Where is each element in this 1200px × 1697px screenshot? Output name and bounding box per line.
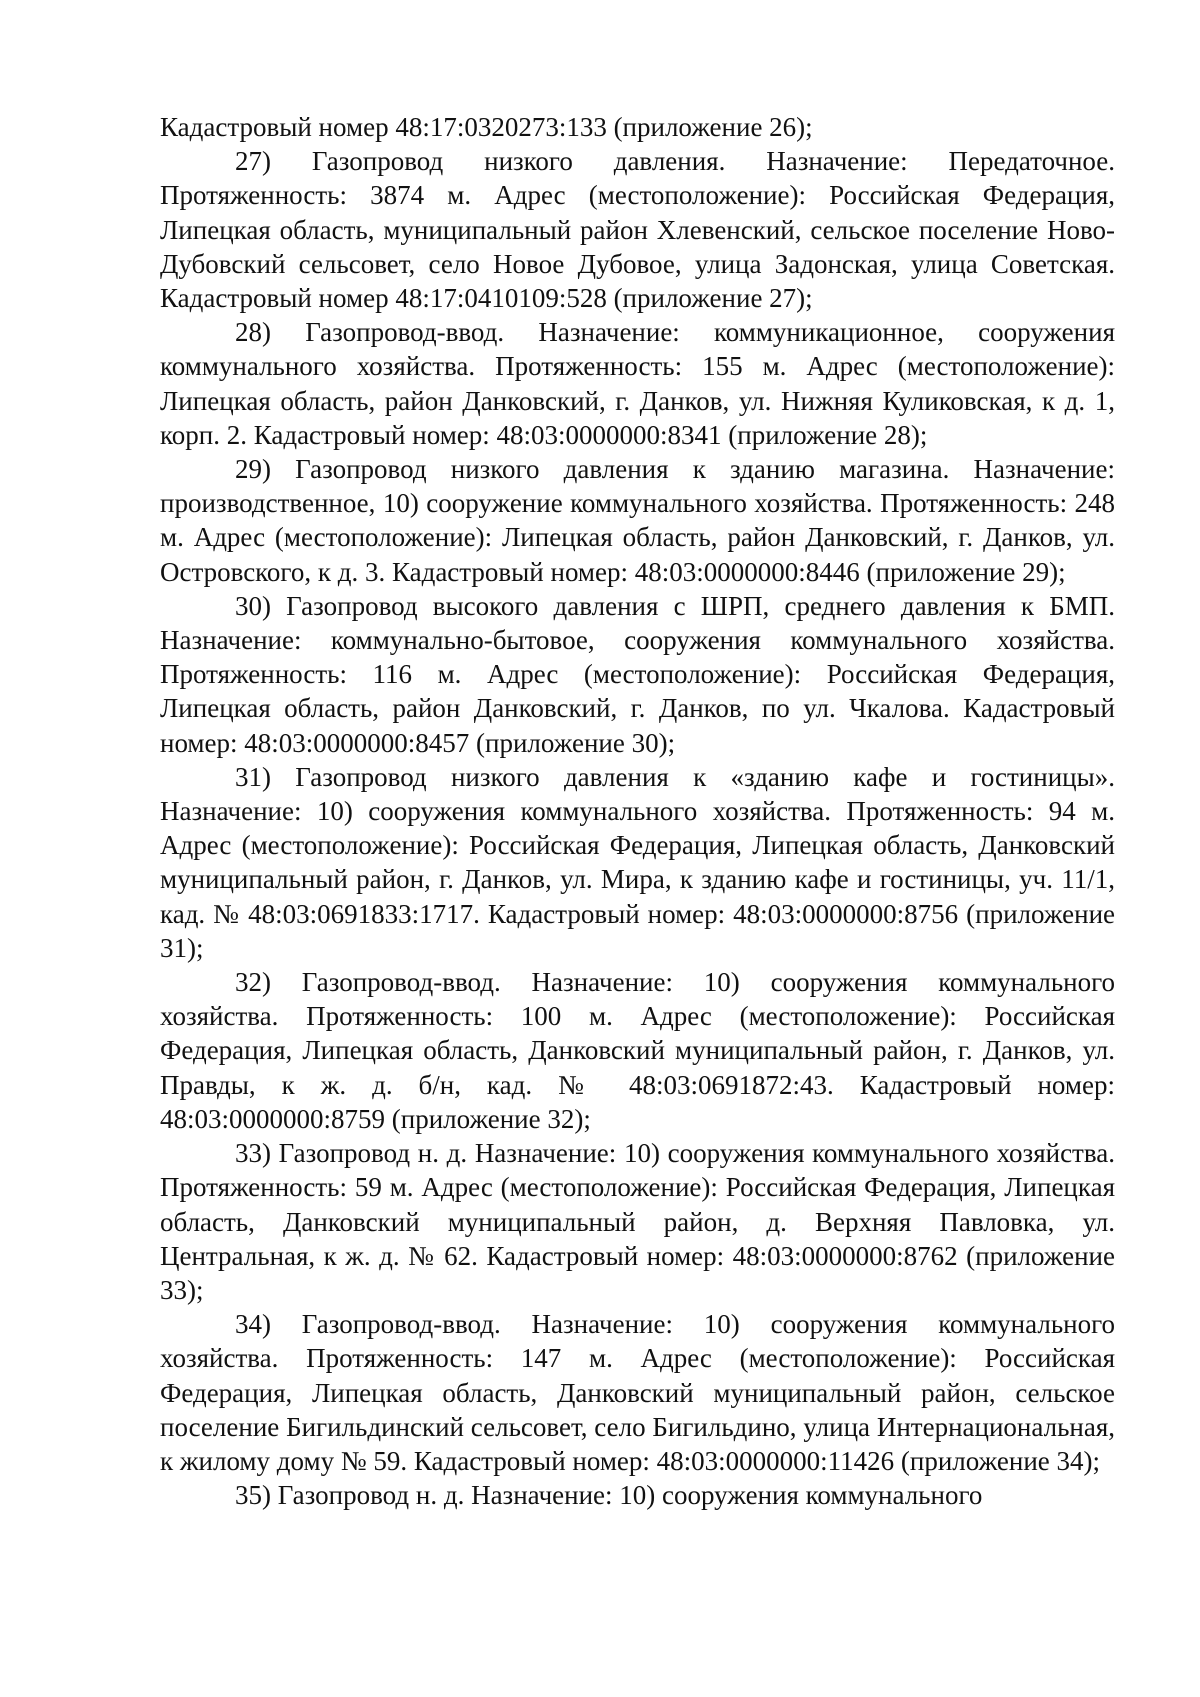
paragraph-item-32: 32) Газопровод-ввод. Назначение: 10) сооружения коммунального хозяйства. Протяженность: 100 м. Адрес (местоположение): Российская Федерация, Липецкая область, Данковский муниципальный район, г. Данков, ул. Правды, к ж. д. б/н, кад. № 48:03:0691872:43. Кадастровый номер: 48:03:0000000:8759 (приложение 32); <box>160 967 1115 1134</box>
paragraph-item-34: 34) Газопровод-ввод. Назначение: 10) сооружения коммунального хозяйства. Протяженность: 147 м. Адрес (местоположение): Российская Федерация, Липецкая область, Данковский муниципальный район, сельское поселение Бигильдинский сельсовет, село Бигильдино, улица Интернациональная, к жилому дому № 59. Кадастровый номер: 48:03:0000000:11426 (приложение 34); <box>160 1309 1115 1476</box>
paragraph-item-33: 33) Газопровод н. д. Назначение: 10) сооружения коммунального хозяйства. Протяженность: 59 м. Адрес (местоположение): Российская Федерация, Липецкая область, Данковский муниципальный район, д. Верхняя Павловка, ул. Центральная, к ж. д. № 62. Кадастровый номер: 48:03:0000000:8762 (приложение 33); <box>160 1138 1115 1305</box>
paragraph-cadastral-26: Кадастровый номер 48:17:0320273:133 (приложение 26); <box>160 112 813 142</box>
paragraph-item-35: 35) Газопровод н. д. Назначение: 10) сооружения коммунального <box>235 1480 983 1511</box>
document-body <box>160 110 1115 1512</box>
paragraph-item-27: 27) Газопровод низкого давления. Назначение: Передаточное. Протяженность: 3874 м. Адрес (местоположение): Российская Федерация, Липецкая область, муниципальный район Хлевенский, сельское поселение Ново-Дубовский сельсовет, село Новое Дубовое, улица Задонская, улица Советская. Кадастровый номер 48:17:0410109:528 (приложение 27); <box>160 146 1115 314</box>
paragraph-item-30: 30) Газопровод высокого давления с ШРП, среднего давления к БМП. Назначение: коммунально-бытовое, сооружения коммунального хозяйства. Протяженность: 116 м. Адрес (местоположение): Российская Федерация, Липецкая область, район Данковский, г. Данков, по ул. Чкалова. Кадастровый номер: 48:03:0000000:8457 (приложение 30); <box>160 590 1115 758</box>
paragraph-item-28: 28) Газопровод-ввод. Назначение: коммуникационное, сооружения коммунального хозяйства. Протяженность: 155 м. Адрес (местоположение): Липецкая область, район Данковский, г. Данков, ул. Нижняя Куликовская, к д. 1, корп. 2. Кадастровый номер: 48:03:0000000:8341 (приложение 28); <box>160 317 1115 450</box>
paragraph-item-29: 29) Газопровод низкого давления к зданию магазина. Назначение: производственное, 10) сооружение коммунального хозяйства. Протяженность: 248 м. Адрес (местоположение): Липецкая область, район Данковский, г. Данков, ул. Островского, к д. 3. Кадастровый номер: 48:03:0000000:8446 (приложение 29); <box>160 454 1115 587</box>
paragraph-item-31: 31) Газопровод низкого давления к «зданию кафе и гостиницы». Назначение: 10) сооружения коммунального хозяйства. Протяженность: 94 м. Адрес (местоположение): Российская Федерация, Липецкая область, Данковский муниципальный район, г. Данков, ул. Мира, к зданию кафе и гостиницы, уч. 11/1, кад. № 48:03:0691833:1717. Кадастровый номер: 48:03:0000000:8756 (приложение 31); <box>160 761 1115 963</box>
